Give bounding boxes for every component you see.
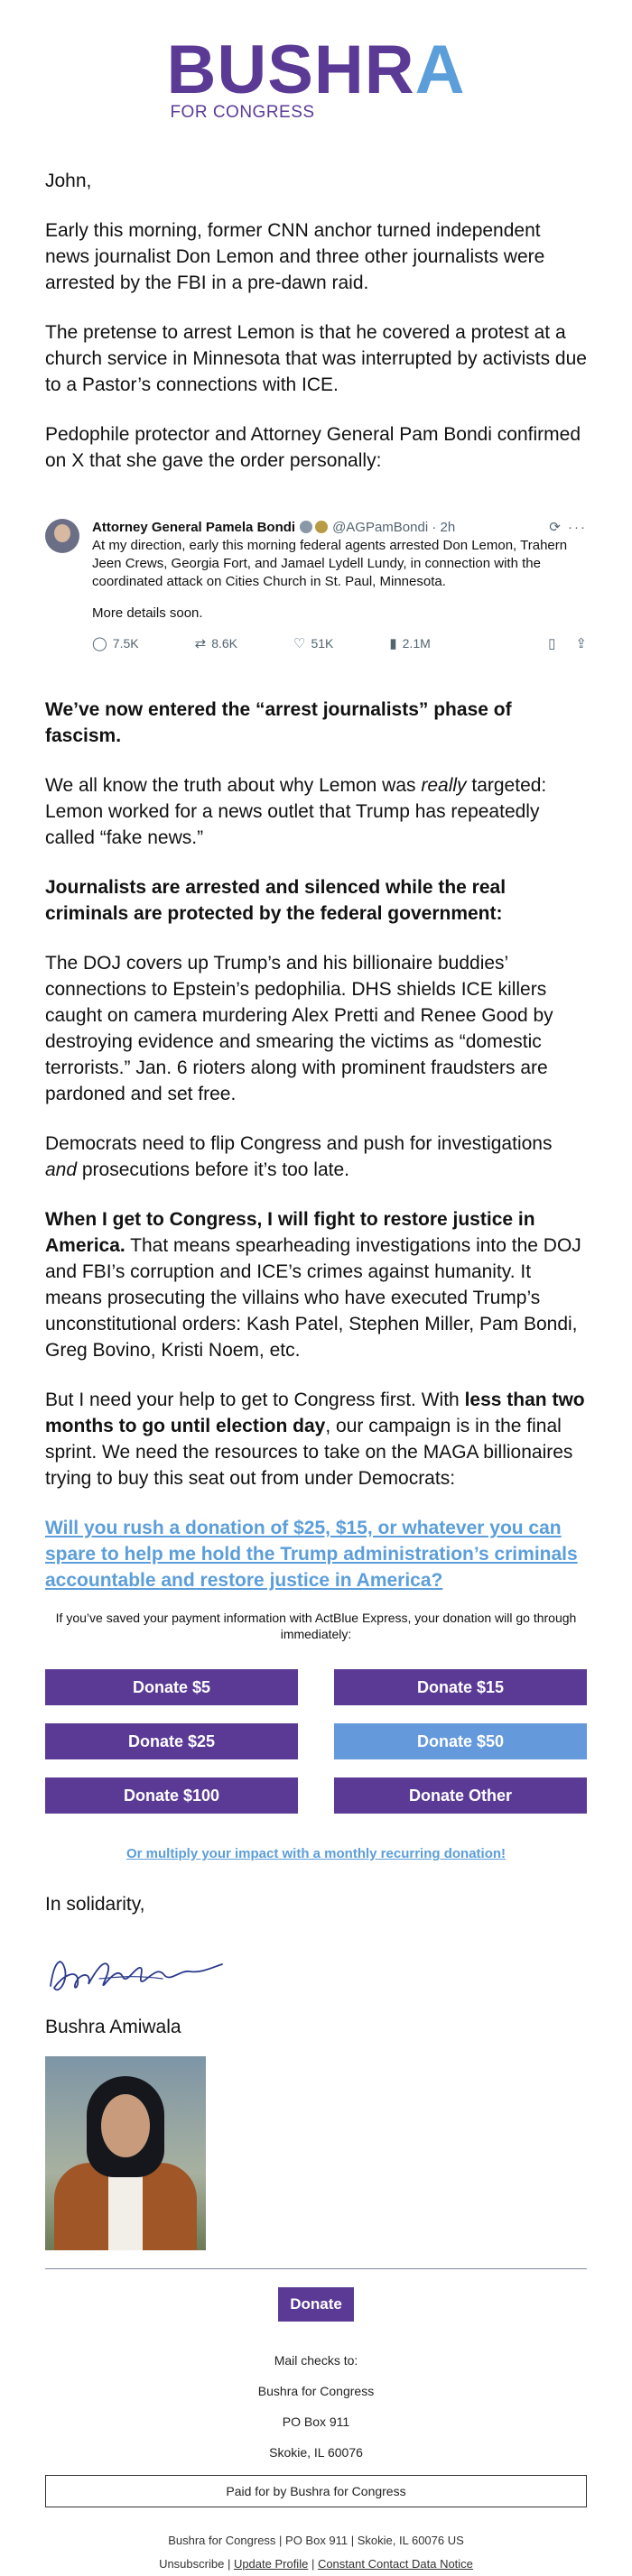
paragraph-9	[45, 1206, 587, 1363]
mailing-address	[45, 2345, 587, 2468]
donate-button-grid	[45, 1669, 587, 1814]
footer-divider	[45, 2268, 587, 2269]
paragraph-3: Pedophile protector and Attorney General Pam Bondi confirmed on X that she gave the order personally:	[45, 424, 581, 471]
paragraph-6: Journalists are arrested and silenced while the real criminals are protected by the federal government:	[45, 877, 507, 924]
paragraph-5-b: targeted: Lemon worked for a news outlet that Trump has repeatedly called “fake news.”	[45, 775, 547, 848]
view-count: 2.1M	[402, 636, 431, 651]
footer-sep-1: |	[224, 2557, 234, 2571]
verified-badge-icon	[300, 521, 312, 533]
share-icon[interactable]: ⇪	[575, 636, 587, 651]
tweet-like[interactable]	[293, 635, 333, 651]
logo-wordmark	[166, 32, 466, 108]
paragraph-5	[45, 772, 587, 851]
logo-word-accent: A	[414, 32, 466, 108]
paragraph-8	[45, 1131, 587, 1183]
footer-links	[45, 2553, 587, 2576]
mail-po-box: PO Box 911	[282, 2414, 350, 2429]
paid-for-disclaimer: Paid for by Bushra for Congress	[45, 2475, 587, 2507]
closing-line: In solidarity,	[45, 1894, 145, 1915]
tweet-more-icon[interactable]: ⟳ ···	[549, 520, 587, 535]
paragraph-1: Early this morning, former CNN anchor turned independent news journalist Don Lemon and three other journalists were arrested by the FBI in a pre-dawn raid.	[45, 220, 545, 293]
tweet-right-actions	[548, 635, 587, 651]
tweet-more-text: More details soon.	[92, 605, 203, 621]
logo-mark	[166, 32, 466, 123]
tweet-actions	[92, 635, 587, 651]
tweet-text: At my direction, early this morning federal agents arrested Don Lemon, Trahern Jeen Crews, Georgia Fort, and Jamael Lydell Lundy, in connection with the coordinated attack on Cities Church in St. Paul, Minnesota.	[92, 538, 568, 589]
like-count: 51K	[311, 636, 334, 651]
photo-face	[101, 2094, 150, 2157]
paragraph-5-em: really	[421, 775, 467, 796]
donate-15-button[interactable]: Donate $15	[334, 1669, 587, 1705]
mail-org: Bushra for Congress	[257, 2384, 375, 2398]
bookmark-icon[interactable]: ▯	[548, 636, 556, 651]
repost-icon: ⇄	[194, 636, 207, 651]
paragraph-8-em: and	[45, 1159, 78, 1180]
monthly-donation-link[interactable]: Or multiply your impact with a monthly recurring donation!	[125, 1846, 507, 1861]
footer-address-line: Bushra for Congress | PO Box 911 | Skokie, IL 60076 US	[168, 2534, 464, 2547]
paragraph-8-b: prosecutions before it’s too late.	[77, 1159, 350, 1180]
paragraph-4: We’ve now entered the “arrest journalists” phase of fascism.	[45, 699, 512, 746]
update-profile-link[interactable]: Update Profile	[233, 2557, 309, 2571]
donate-100-button[interactable]: Donate $100	[45, 1777, 298, 1814]
tweet-content	[92, 519, 587, 621]
repost-count: 8.6K	[211, 636, 237, 651]
donate-25-button[interactable]: Donate $25	[45, 1723, 298, 1759]
embedded-tweet[interactable]	[45, 497, 587, 669]
mail-checks-label: Mail checks to:	[274, 2353, 358, 2368]
paragraph-7: The DOJ covers up Trump’s and his billionaire buddies’ connections to Epstein’s pedophilia. DHS shields ICE killers caught on camera murdering Alex Pretti and Renee Good by destroying evidence and smearing the victims as “domestic terrorists.” Jan. 6 rioters along with prominent fraudsters are pardoned and set free.	[45, 953, 553, 1104]
paragraph-10-a: But I need your help to get to Congress first. With	[45, 1390, 465, 1410]
tweet-avatar[interactable]	[45, 519, 79, 553]
tweet-handle: @AGPamBondi · 2h	[332, 519, 456, 535]
donate-50-button[interactable]: Donate $50	[334, 1723, 587, 1759]
candidate-photo	[45, 2056, 206, 2250]
unsubscribe-link[interactable]: Unsubscribe	[159, 2557, 225, 2571]
campaign-logo	[0, 0, 632, 126]
tweet-repost[interactable]	[195, 635, 237, 651]
tweet-header	[45, 519, 587, 621]
greeting: John,	[45, 171, 92, 191]
views-icon: ▮	[389, 636, 397, 651]
paragraph-2: The pretense to arrest Lemon is that he covered a protest at a church service in Minnesota that was interrupted by activists due to a Pastor’s connections with ICE.	[45, 322, 587, 395]
paragraph-10	[45, 1387, 587, 1491]
government-seal-icon	[315, 521, 328, 533]
photo-shirt	[108, 2165, 143, 2250]
footer-legal	[45, 2529, 587, 2576]
paragraph-10-bold: less than two months to go until election day	[45, 1390, 585, 1436]
donation-cta-link[interactable]: Will you rush a donation of $25, $15, or whatever you can spare to help me hold the Trump administration’s criminals accountable and restore justice in America?	[45, 1518, 578, 1591]
actblue-note: If you’ve saved your payment information with ActBlue Express, your donation will go through immediately:	[55, 1611, 577, 1641]
signature-graphic	[45, 1943, 226, 2006]
reply-icon: ◯	[92, 636, 107, 651]
tweet-reply[interactable]	[92, 635, 139, 651]
tweet-author-name[interactable]: Attorney General Pamela Bondi	[92, 519, 296, 535]
paragraph-10-b: , our campaign is in the final sprint. We need the resources to take on the MAGA billionaires trying to buy this seat out from under Democrats:	[45, 1416, 573, 1489]
handwritten-signature	[45, 1943, 587, 2006]
donate-5-button[interactable]: Donate $5	[45, 1669, 298, 1705]
footer-sep-2: |	[308, 2557, 318, 2571]
email-body	[0, 126, 632, 2576]
paragraph-5-a: We all know the truth about why Lemon was	[45, 775, 422, 796]
signer-name: Bushra Amiwala	[45, 2017, 181, 2037]
footer-donate-button[interactable]: Donate	[278, 2287, 354, 2322]
paragraph-9-rest: That means spearheading investigations into the DOJ and FBI’s corruption and ICE’s crimes against humanity. It means prosecuting the villains who have executed Trump’s unconstitutional orders: Kash Patel, Stephen Miller, Pam Bondi, Greg Bovino, Kristi Noem, etc.	[45, 1235, 581, 1361]
logo-tagline: FOR CONGRESS	[170, 103, 315, 122]
tweet-views[interactable]	[389, 635, 430, 651]
tweet-meta	[92, 519, 587, 535]
mail-city: Skokie, IL 60076	[269, 2445, 363, 2460]
paragraph-8-a: Democrats need to flip Congress and push for investigations	[45, 1133, 553, 1154]
paragraph-9-bold: When I get to Congress, I will fight to restore justice in America.	[45, 1209, 535, 1256]
heart-icon: ♡	[293, 636, 306, 651]
donate-other-button[interactable]: Donate Other	[334, 1777, 587, 1814]
logo-word-main: BUSHR	[166, 32, 415, 108]
data-notice-link[interactable]: Constant Contact Data Notice	[317, 2557, 473, 2571]
reply-count: 7.5K	[112, 636, 139, 651]
